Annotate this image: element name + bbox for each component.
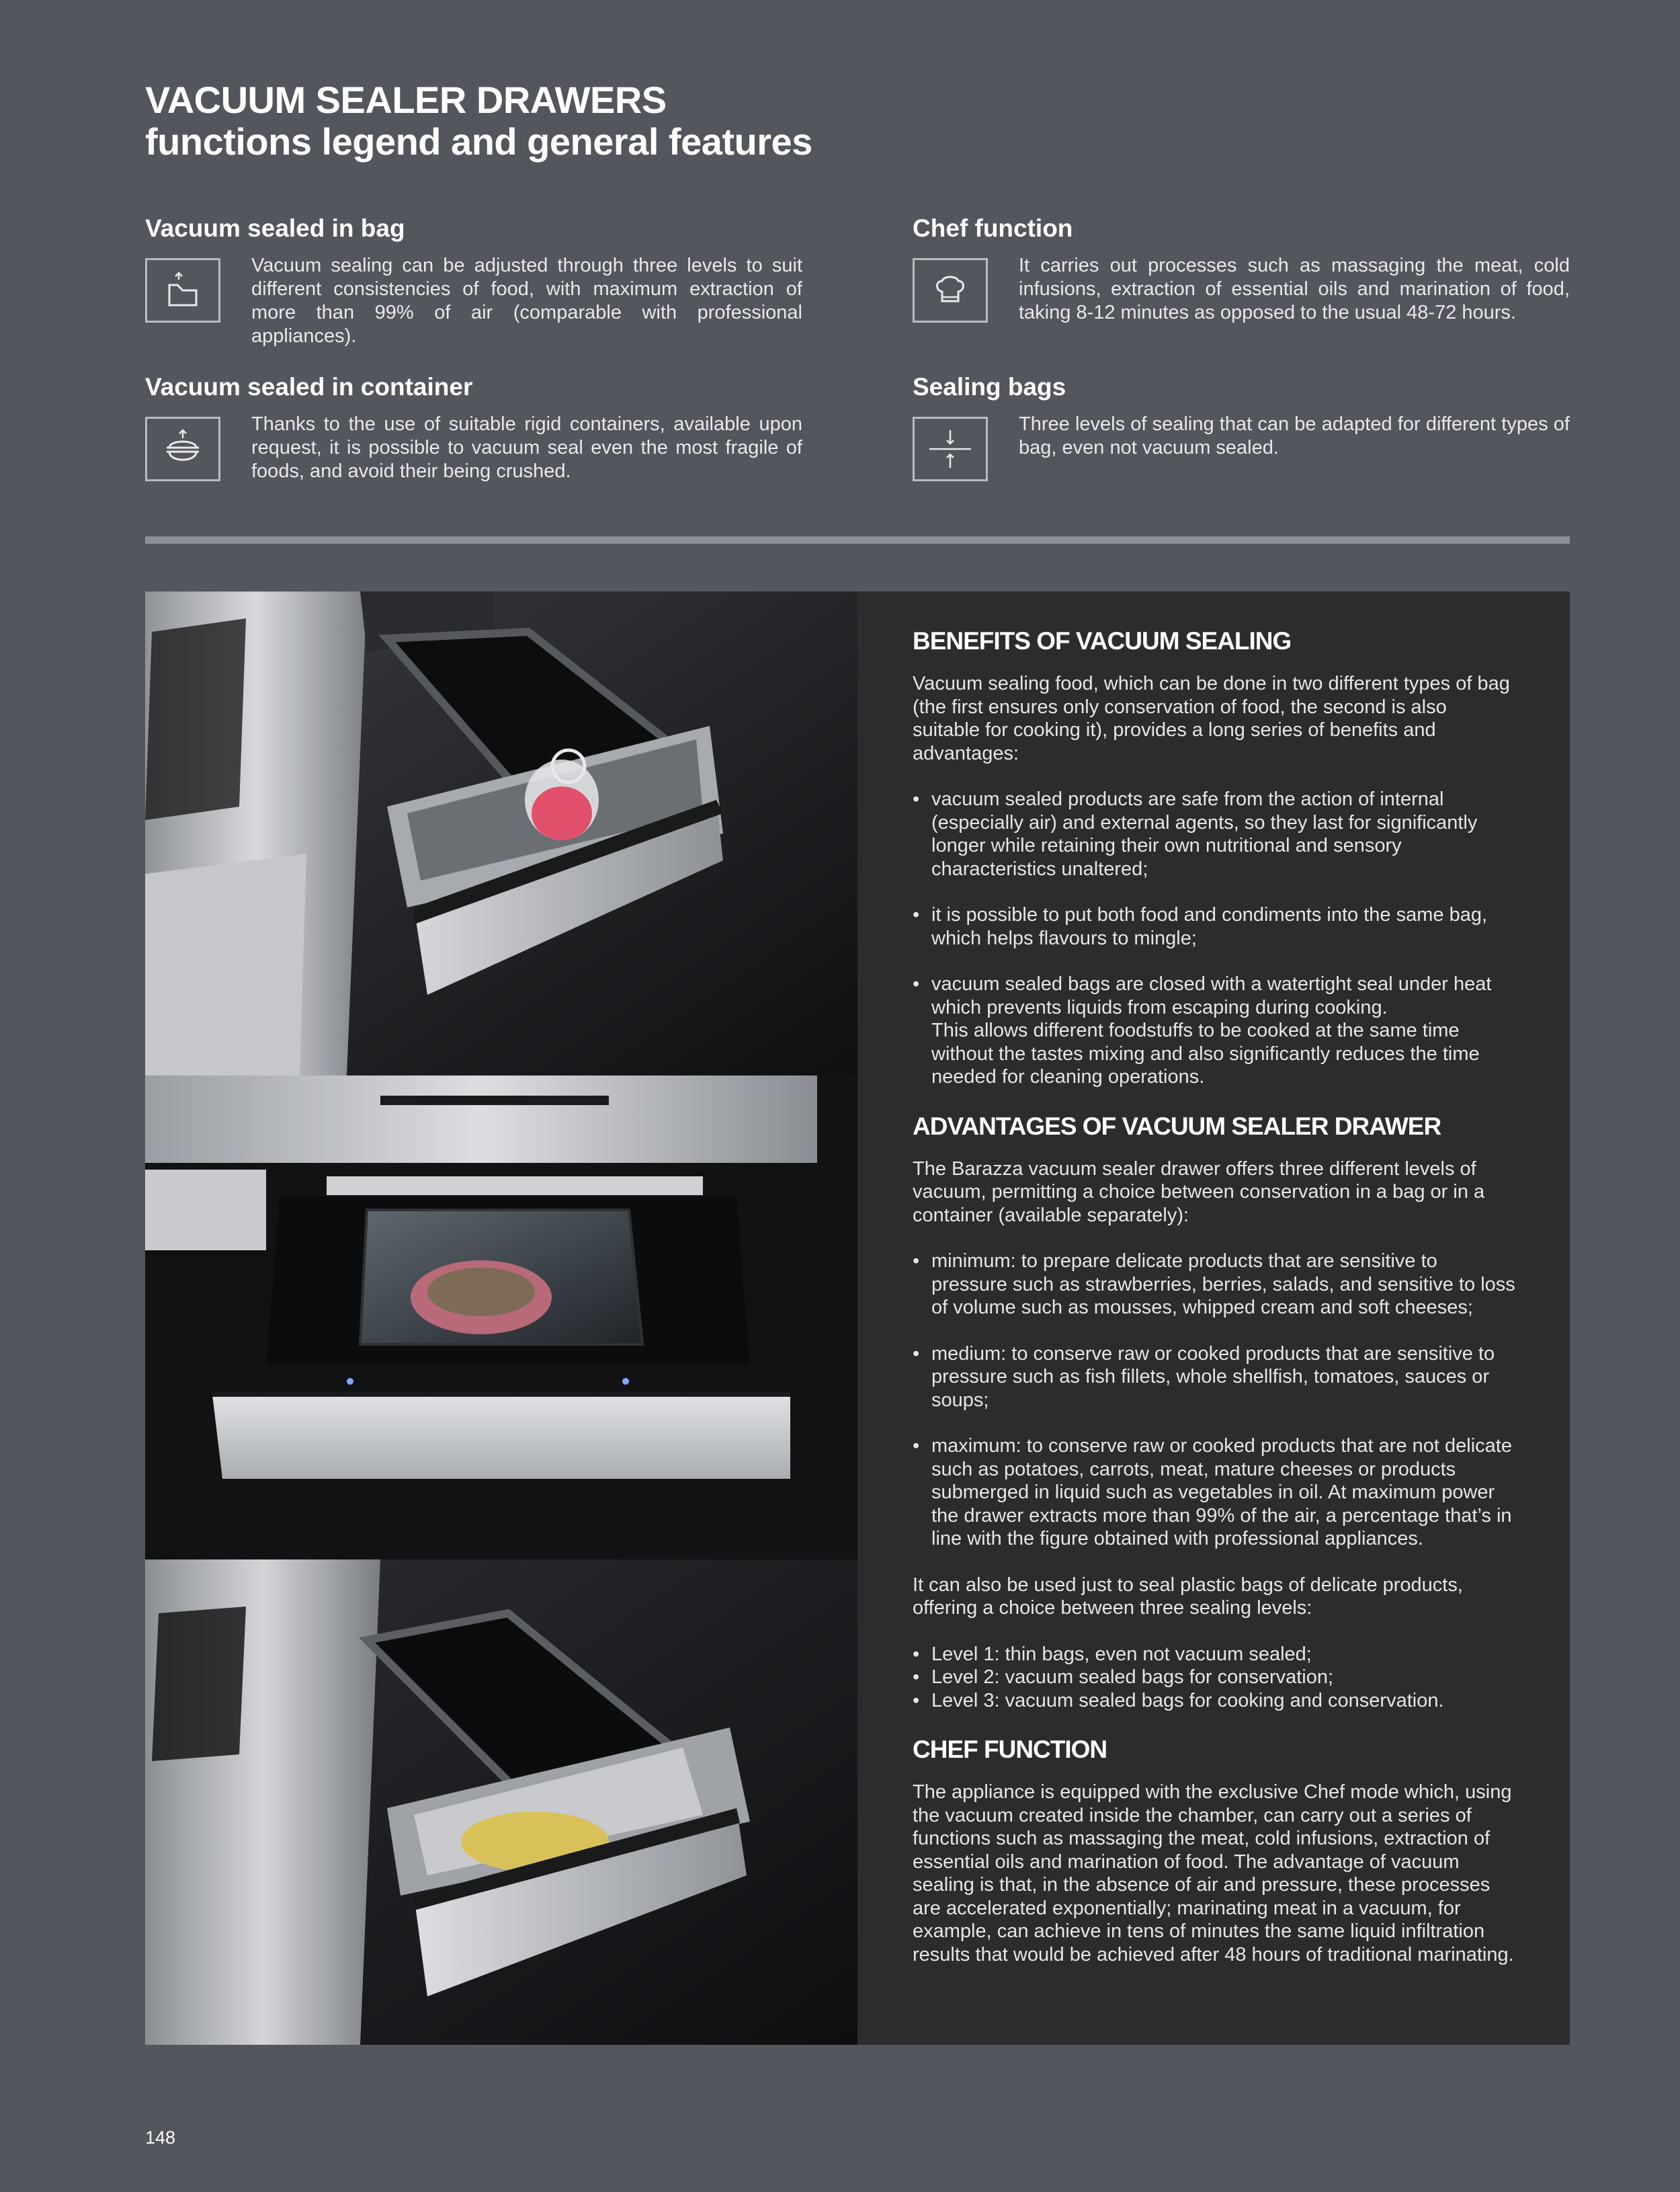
sealing-levels-list: [913, 1643, 1517, 1713]
container-vacuum-icon: [145, 417, 220, 481]
feature-vacuum-bag: [145, 214, 802, 348]
product-photo-bag-drawer: [145, 1075, 857, 1559]
list-item: • maximum: to conserve raw or cooked products that are not delicate such as potatoes, carrots, meat, mature cheeses or products submerged in liquid such as vegetables in oil. At maximum power the drawer extracts more than 99% of the air, a percentage that’s in line with the figure obtained with professional appliances.: [913, 1434, 1517, 1551]
section-divider: [145, 536, 1570, 544]
chef-function-text: The appliance is equipped with the exclusive Chef mode which, using the vacuum created inside the chamber, can carry out a series of functions such as massaging the meat, cold infusions, extraction of essential oils and marination of food. The advantage of vacuum sealing is that, in the absence of air and pressure, these processes are accelerated exponentially; marinating meat in a vacuum, for example, can achieve in tens of minutes the same liquid infiltration results that would be achieved after 48 hours of traditional marinating.: [913, 1781, 1514, 1965]
feature-title: Chef function: [913, 214, 1073, 242]
product-photo-container-drawer: [145, 592, 857, 1075]
chef-hat-icon: [913, 258, 988, 323]
page-number: 148: [145, 2127, 176, 2148]
benefits-list: [913, 788, 1517, 1089]
list-item: • Level 1: thin bags, even not vacuum sealed;: [913, 1643, 1517, 1666]
bag-vacuum-icon: [145, 258, 220, 323]
list-item: • medium: to conserve raw or cooked products that are sensitive to pressure such as fish fillets, whole shellfish, tomatoes, sauces or soups;: [913, 1342, 1517, 1412]
feature-title: Sealing bags: [913, 373, 1066, 401]
list-item: • vacuum sealed products are safe from the action of internal (especially air) and external agents, so they last for significantly longer while retaining their own nutritional and sensory characteristics unaltered;: [913, 788, 1517, 881]
list-item: • Level 2: vacuum sealed bags for conservation;: [913, 1666, 1517, 1689]
feature-title: Vacuum sealed in container: [145, 373, 473, 401]
feature-vacuum-container: [145, 372, 802, 483]
page-title: [145, 79, 812, 163]
feature-text: Three levels of sealing that can be adapted for different types of bag, even not vacuum sealed.: [1019, 413, 1570, 458]
list-item: • it is possible to put both food and condiments into the same bag, which helps flavours to mingle;: [913, 903, 1517, 950]
title-line-1: VACUUM SEALER DRAWERS: [145, 79, 667, 121]
chef-function-heading: CHEF FUNCTION: [913, 1736, 1107, 1763]
vacuum-levels-list: [913, 1250, 1517, 1551]
list-item: • minimum: to prepare delicate products that are sensitive to pressure such as strawberries, berries, salads, and sensitive to loss of volume such as mousses, whipped cream and soft cheeses;: [913, 1250, 1517, 1320]
advantages-intro: The Barazza vacuum sealer drawer offers three different levels of vacuum, permitting a choice between conservation in a bag or in a container (available separately):: [913, 1158, 1485, 1226]
product-photo-chef-drawer: [145, 1559, 857, 2045]
feature-sealing-bags: [913, 372, 1570, 481]
title-line-2: functions legend and general features: [145, 120, 812, 163]
feature-chef-function: [913, 214, 1570, 325]
benefits-intro: Vacuum sealing food, which can be done in two different types of bag (the first ensures only conservation of food, the second is also suitable for cooking it), provides a long series of benefits and advantages:: [913, 673, 1510, 764]
feature-text: It carries out processes such as massaging the meat, cold infusions, extraction of essential oils and marination of food, taking 8-12 minutes as opposed to the usual 48-72 hours.: [1019, 255, 1570, 323]
text-column: [913, 626, 1517, 1989]
advantages-heading: ADVANTAGES OF VACUUM SEALER DRAWER: [913, 1112, 1441, 1140]
sealing-bars-icon: [913, 417, 988, 481]
list-item-text: vacuum sealed bags are closed with a watertight seal under heat which prevents liquids from escaping during cooking.: [931, 973, 1492, 1018]
sealing-intro: It can also be used just to seal plastic bags of delicate products, offering a choice between three sealing levels:: [913, 1574, 1463, 1619]
benefits-heading: BENEFITS OF VACUUM SEALING: [913, 627, 1292, 655]
list-item: • Level 3: vacuum sealed bags for cooking and conservation.: [913, 1689, 1517, 1713]
list-item: [913, 973, 1517, 1089]
list-item-text: This allows different foodstuffs to be cooked at the same time without the tastes mixing and also significantly reduces the time needed for cleaning operations.: [931, 1020, 1480, 1088]
feature-title: Vacuum sealed in bag: [145, 214, 405, 242]
feature-text: Vacuum sealing can be adjusted through three levels to suit different consistencies of food, with maximum extraction of more than 99% of air (comparable with professional appliances).: [251, 255, 802, 347]
feature-text: Thanks to the use of suitable rigid containers, available upon request, it is possible to vacuum seal even the most fragile of foods, and avoid their being crushed.: [251, 413, 802, 482]
info-panel: [145, 592, 1570, 2045]
